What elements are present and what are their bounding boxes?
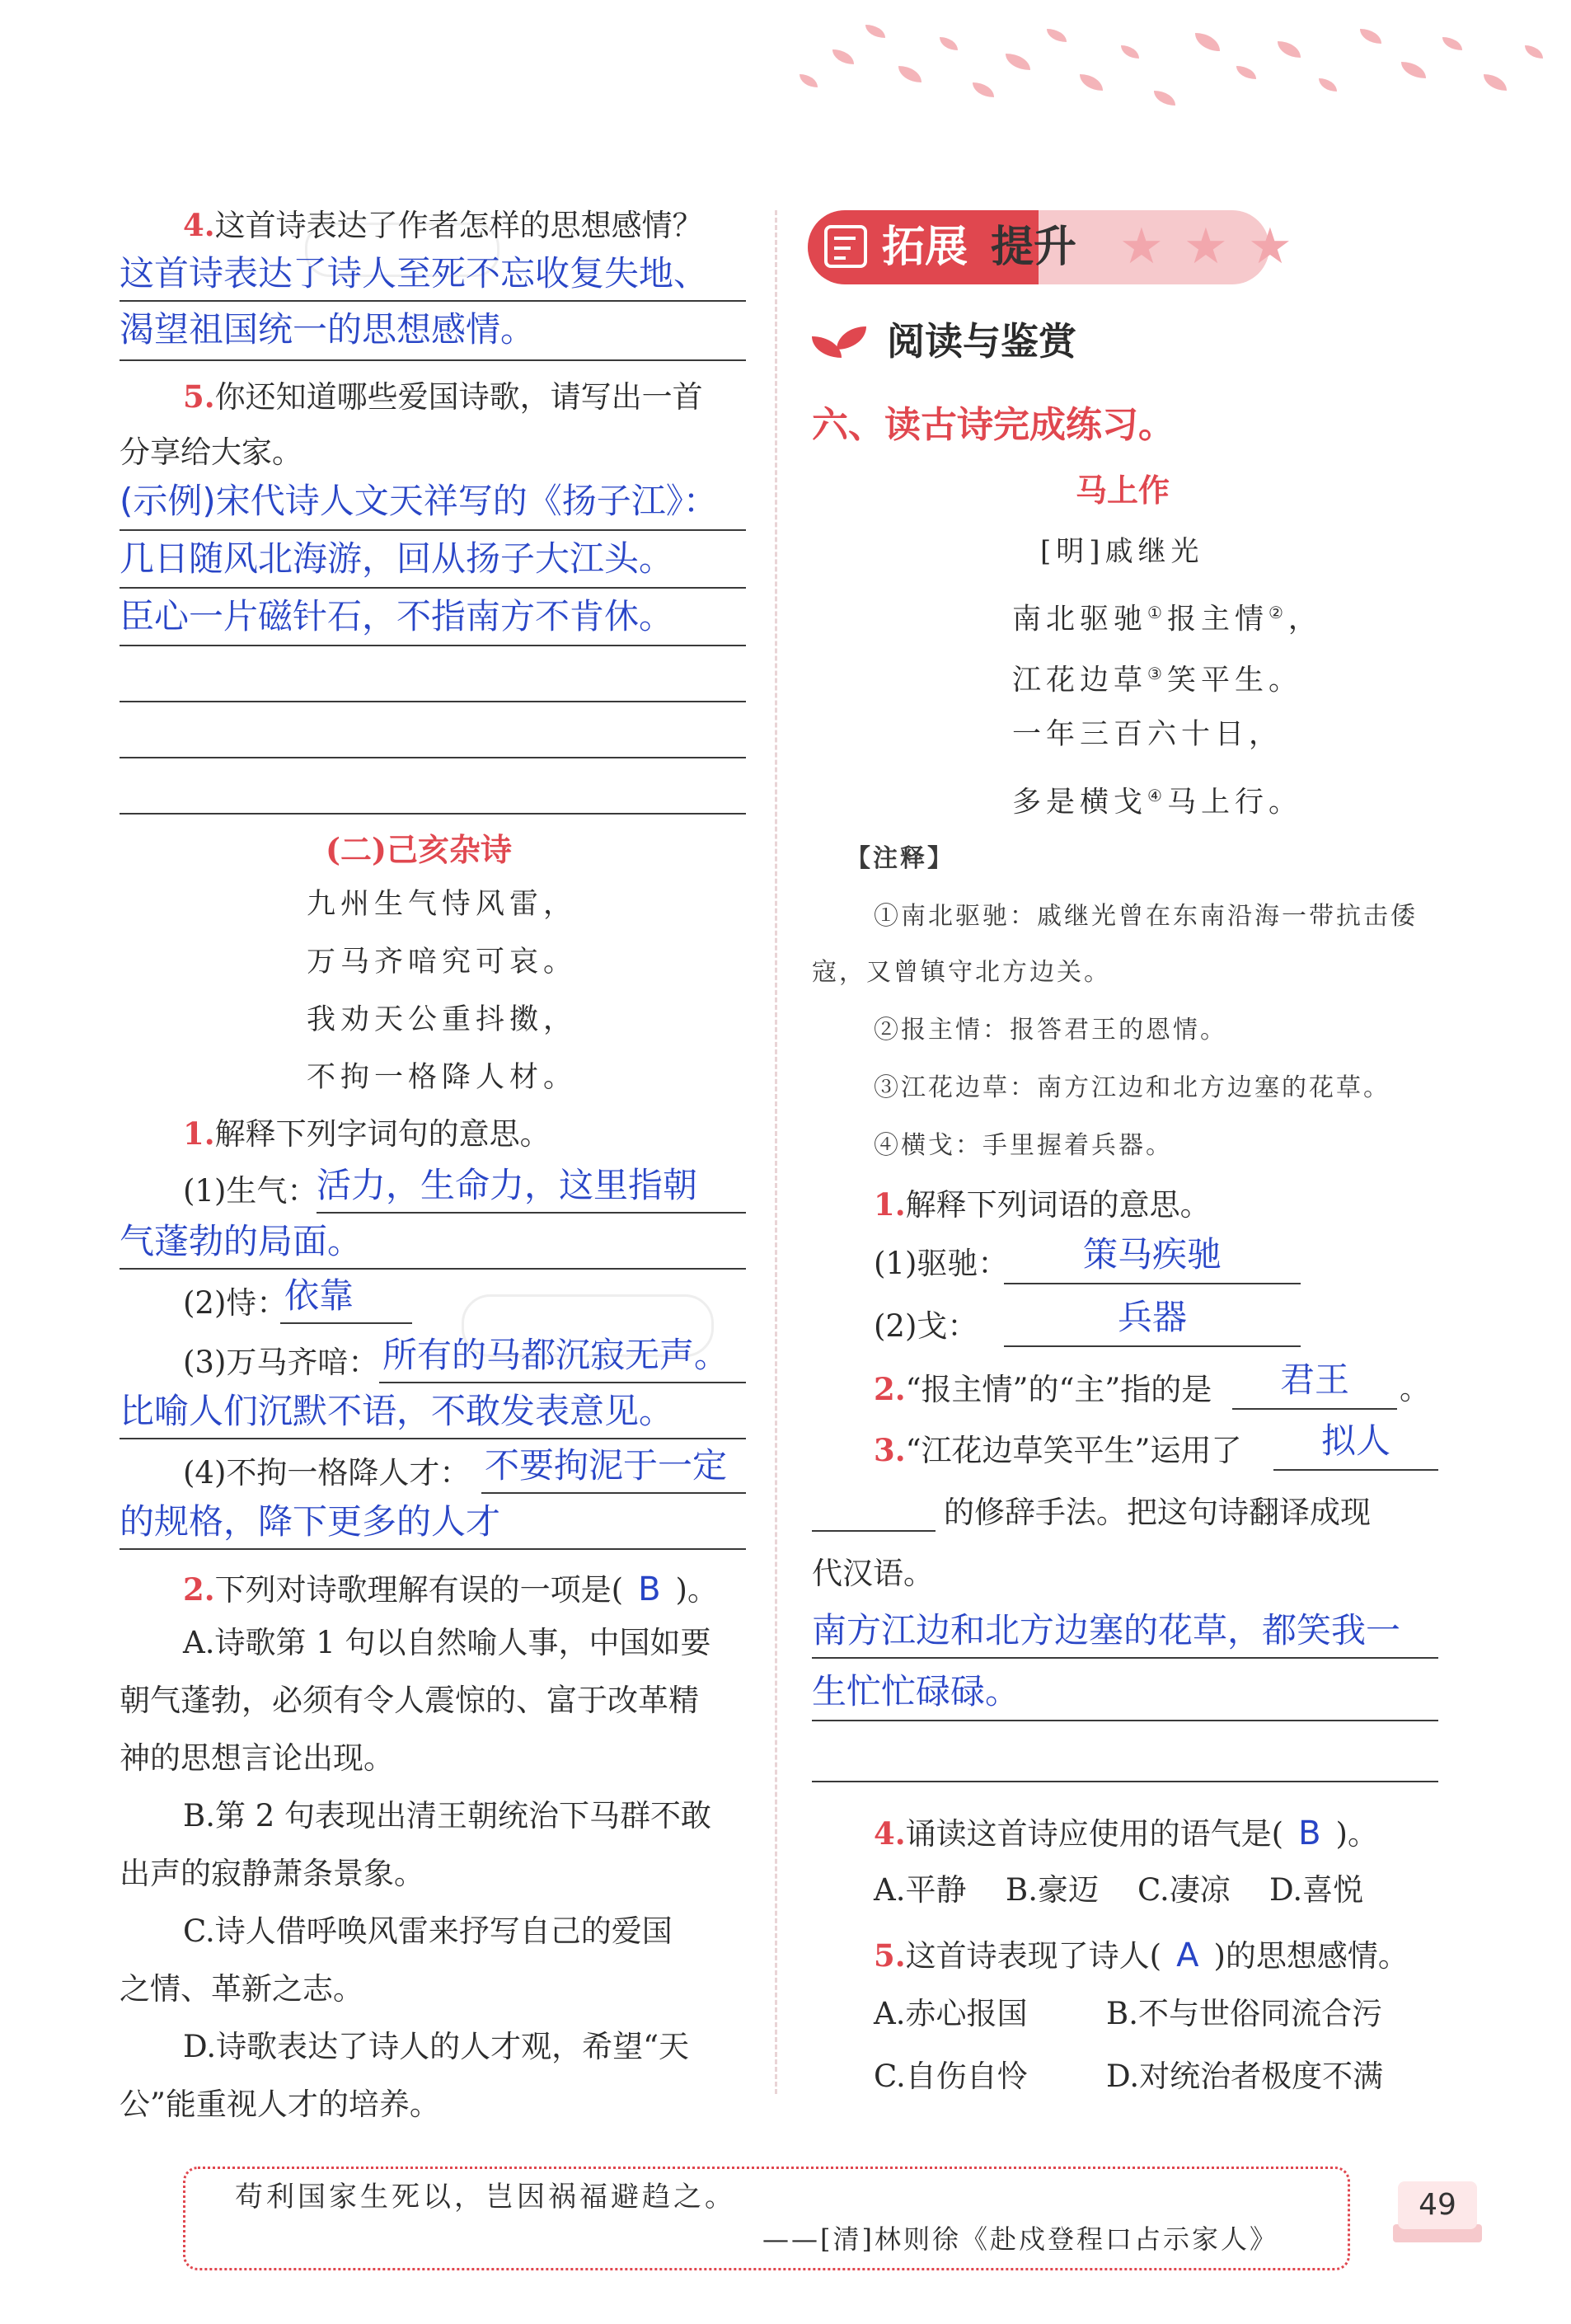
answer-line: [812, 1530, 936, 1532]
star-icon: ★: [1184, 218, 1228, 275]
banner-title-a: 拓展: [882, 223, 968, 272]
question-5-cont: 分享给大家。: [120, 434, 302, 470]
column-divider: [775, 210, 777, 2094]
answer-line: [1004, 1345, 1301, 1347]
answer-line: [1004, 1283, 1301, 1284]
poem-line: 一年三百六十日，: [1012, 718, 1283, 751]
note-item: ④横戈：手里握着兵器。: [874, 1131, 1173, 1160]
poem-title: 马上作: [1076, 472, 1170, 509]
star-icon: ★: [1248, 218, 1292, 275]
choice-answer: A: [1176, 1937, 1199, 1974]
answer-text: 拟人: [1320, 1420, 1390, 1461]
question-2-tail: 。: [1400, 1371, 1430, 1406]
option: D.喜悦: [1269, 1872, 1364, 1908]
poem-line: 不拘一格降人材。: [307, 1061, 578, 1094]
answer-text: 君王: [1279, 1359, 1349, 1400]
option-b-cont: 出声的寂静萧条景象。: [120, 1856, 424, 1891]
question-4: 4.这首诗表达了作者怎样的思想感情？: [183, 207, 703, 243]
answer-text: 策马疾驰: [1082, 1234, 1222, 1275]
note-item: ③江花边草：南方江边和北方边塞的花草。: [874, 1073, 1390, 1102]
note-item: 寇，又曾镇守北方边关。: [812, 958, 1111, 987]
answer-text: 生忙忙碌碌。: [812, 1671, 1020, 1711]
item-label: (2)恃：: [183, 1285, 288, 1321]
answer-text: 的规格，降下更多的人才: [120, 1501, 501, 1542]
option-d: D.诗歌表达了诗人的人才观，希望“天: [183, 2029, 690, 2064]
footer-quote-box: [183, 2167, 1350, 2270]
option-b: B.第 2 句表现出清王朝统治下马群不敢: [183, 1798, 712, 1833]
note-item: ①南北驱驰：戚继光曾在东南沿海一带抗击倭: [874, 902, 1418, 931]
poem-line: 万马齐喑究可哀。: [307, 946, 578, 979]
answer-line: [120, 757, 746, 758]
item-label: (1)生气：: [183, 1173, 318, 1209]
poem-line: 南北驱驰①报主情②，: [1012, 603, 1322, 636]
question-3-cont: 的修辞手法。把这句诗翻译成现: [944, 1495, 1371, 1530]
item-label: (1)驱驰：: [874, 1246, 1009, 1281]
footer-source: ——[清]林则徐《赴戍登程口占示家人》: [762, 2223, 1278, 2255]
answer-line: [812, 1657, 1438, 1659]
page-number-badge: [1393, 2181, 1482, 2244]
answer-text: 比喻人们沉默不语，不敢发表意见。: [120, 1391, 674, 1431]
answer-text: (示例)宋代诗人文天祥写的《扬子江》：: [120, 481, 718, 521]
option: B.不与世俗同流合污: [1106, 1996, 1382, 2031]
answer-line: [280, 1322, 412, 1324]
answer-text: 不要拘泥于一定: [485, 1445, 728, 1486]
poem-line: 江花边草③笑平生。: [1012, 664, 1302, 697]
choice-answer: B: [1298, 1815, 1321, 1852]
section-title: 六、读古诗完成练习。: [812, 404, 1175, 446]
question-4: 4.诵读这首诗应使用的语气是( B )。: [874, 1815, 1378, 1852]
option: A.平静: [874, 1872, 967, 1908]
question-3-cont: 代汉语。: [812, 1556, 934, 1591]
answer-line: [120, 813, 746, 815]
option-a-cont: 神的思想言论出现。: [120, 1740, 394, 1776]
banner-title-b: 提升: [991, 223, 1077, 272]
answer-line: [317, 1212, 746, 1214]
answer-line: [812, 1781, 1438, 1782]
answer-text: 活力，生命力，这里指朝: [317, 1165, 698, 1205]
petal-decoration: [791, 16, 1571, 132]
page-number: 49: [1419, 2188, 1456, 2222]
option: C.自伤自怜: [874, 2059, 1028, 2094]
answer-line: [1232, 1408, 1397, 1410]
poem-line: 九州生气恃风雷，: [307, 888, 578, 921]
edit-icon: [824, 225, 867, 268]
poem-author: [明]戚继光: [1040, 535, 1204, 568]
poem-line: 多是横戈④马上行。: [1012, 786, 1302, 819]
answer-line: [120, 701, 746, 702]
question-1: 1.解释下列字词句的意思。: [183, 1115, 551, 1152]
leaf-icon: [812, 323, 870, 364]
answer-text: 所有的马都沉寂无声。: [382, 1335, 729, 1375]
question-5: 5.你还知道哪些爱国诗歌，请写出一首: [183, 378, 703, 415]
answer-line: [120, 300, 746, 302]
question-2: 2.下列对诗歌理解有误的一项是( B )。: [183, 1570, 718, 1608]
answer-text: 这首诗表达了诗人至死不忘收复失地、: [120, 253, 709, 293]
answer-line: [481, 1492, 746, 1494]
item-label: (4)不拘一格降人才：: [183, 1455, 471, 1491]
answer-text: 臣心一片磁针石，不指南方不肯休。: [120, 596, 674, 636]
question-3: 3.“江花边草笑平生”运用了: [874, 1432, 1242, 1468]
answer-line: [120, 359, 746, 361]
option-d-cont: 公”能重视人才的培养。: [120, 2087, 440, 2122]
question-1: 1.解释下列词语的意思。: [874, 1186, 1211, 1223]
answer-text: 南方江边和北方边塞的花草，都笑我一: [812, 1610, 1401, 1650]
star-icon: ★: [1119, 218, 1164, 275]
answer-text: 几日随风北海游，回从扬子大江头。: [120, 538, 674, 579]
poem-line: 我劝天公重抖擞，: [307, 1003, 578, 1036]
choice-answer: B: [638, 1570, 661, 1608]
answer-line: [120, 1268, 746, 1270]
note-item: ②报主情：报答君王的恩情。: [874, 1016, 1227, 1045]
notes-title: 【注释】: [846, 844, 954, 873]
answer-line: [120, 1548, 746, 1550]
option: D.对统治者极度不满: [1106, 2059, 1384, 2094]
question-5: 5.这首诗表现了诗人( A )的思想感情。: [874, 1937, 1409, 1974]
answer-text: 兵器: [1117, 1297, 1187, 1337]
answer-line: [120, 587, 746, 589]
option: C.凄凉: [1137, 1872, 1231, 1908]
subhead: 阅读与鉴赏: [887, 319, 1076, 364]
answer-line: [120, 645, 746, 646]
answer-text: 渴望祖国统一的思想感情。: [120, 309, 536, 350]
option-c-cont: 之情、革新之志。: [120, 1971, 363, 2007]
question-2: 2.“报主情”的“主”指的是: [874, 1371, 1212, 1407]
item-label: (2)戈：: [874, 1308, 978, 1344]
option-a: A.诗歌第 1 句以自然喻人事，中国如要: [183, 1625, 711, 1660]
option: B.豪迈: [1006, 1872, 1099, 1908]
answer-line: [812, 1720, 1438, 1721]
option-c: C.诗人借呼唤风雷来抒写自己的爱国: [183, 1913, 673, 1949]
answer-text: 气蓬勃的局面。: [120, 1221, 363, 1261]
answer-line: [120, 529, 746, 531]
option: A.赤心报国: [874, 1996, 1028, 2031]
answer-line: [120, 1438, 746, 1439]
answer-line: [379, 1382, 746, 1383]
item-label: (3)万马齐喑：: [183, 1345, 379, 1380]
answer-text: 依靠: [284, 1275, 354, 1316]
answer-line: [1273, 1469, 1438, 1471]
section-banner: [808, 210, 1335, 284]
section-title: (二)己亥杂诗: [326, 831, 512, 868]
footer-quote: 苟利国家生死以，岂因祸福避趋之。: [235, 2181, 736, 2214]
option-a-cont: 朝气蓬勃，必须有令人震惊的、富于改革精: [120, 1683, 699, 1718]
